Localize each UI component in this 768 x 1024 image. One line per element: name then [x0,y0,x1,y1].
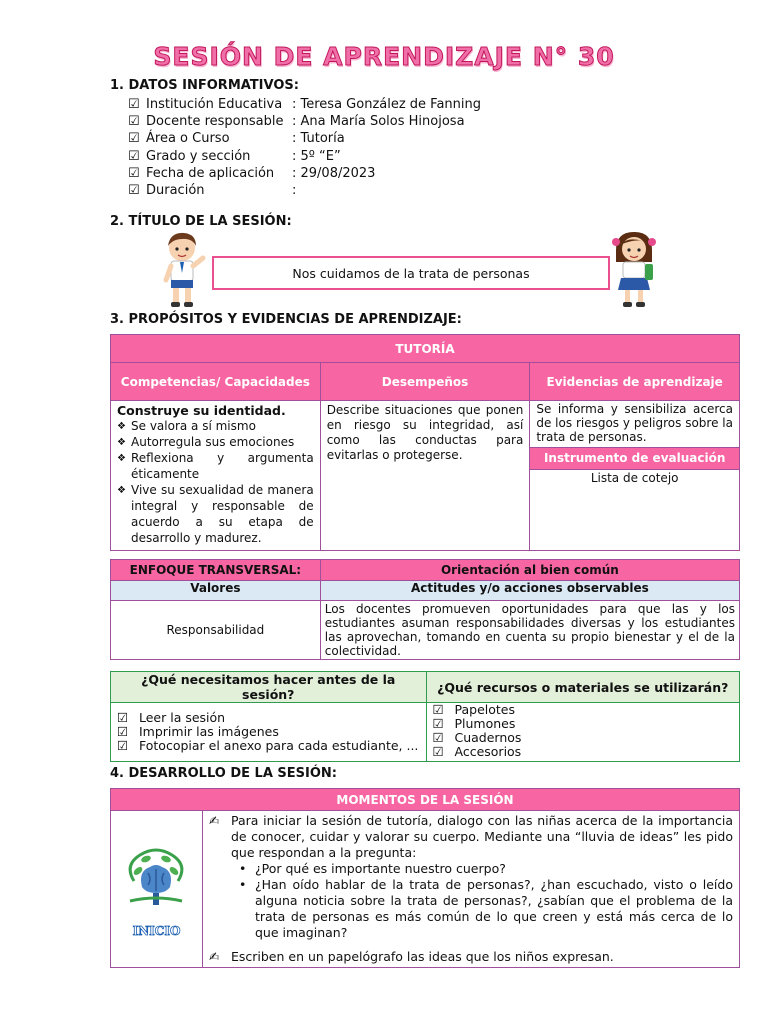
section-heading-informative-data: 1. DATOS INFORMATIVOS: [110,78,299,93]
info-label: Institución Educativa [146,97,283,112]
moment-inicio-cell [111,811,203,968]
competences-cell [111,401,321,551]
checkbox-icon: ☑ [117,724,129,739]
checkbox-icon: ☑ [432,702,444,717]
checkbox-icon: ☑ [117,738,129,753]
info-label: Docente responsable [146,114,284,130]
checkbox-icon: ☑ [128,183,140,199]
before-session-cell [111,703,427,762]
questions-list [209,861,733,941]
info-row [128,96,481,113]
informative-data-list [128,96,481,199]
transversal-approach-table [110,559,740,660]
info-value: : Teresa González de Fanning [292,97,482,112]
question-item: • ¿Han oído hablar de la trata de personas?, ¿han escuchado, visto o leído alguna noticia sobre la trata de personas?, ¿sabían que el problema de la trata de personas es más común de lo que creen y está más cerca de lo que imaginan? [231,877,733,941]
checkbox-icon: ☑ [432,744,444,759]
instrument-cell: Lista de cotejo [530,470,740,551]
purposes-table [110,334,740,551]
approach-name: Orientación al bien común [320,560,739,581]
checkbox-icon: ☑ [432,716,444,731]
area-header: TUTORÍA [111,335,740,363]
approach-label: ENFOQUE TRANSVERSAL: [111,560,321,581]
moments-header: MOMENTOS DE LA SESIÓN [111,789,740,811]
list-item: ☑ Cuadernos [432,730,522,745]
paragraph-item: ✍ Para iniciar la sesión de tutoría, dialogo con las niñas acerca de la importancia de conocer, cuidar y valorar su cuerpo. Mediante una “lluvia de ideas” les pido que respondan a la pregunta: [208,813,733,860]
performance-cell: Describe situaciones que ponen en riesgo su integridad, así como las conductas para evitarlas o protegerse. [320,401,530,551]
info-label: Duración [146,183,205,199]
list-item: ☑ Accesorios [432,744,522,759]
session-title-box: Nos cuidamos de la trata de personas [212,256,610,290]
resources-cell [426,703,740,762]
capacities-list [117,418,314,546]
checkbox-icon: ☑ [128,165,140,181]
info-row [128,182,481,199]
boy-illustration [158,228,210,310]
competence-name: Construye su identidad. [117,403,286,418]
info-value: : 29/08/2023 [292,165,376,181]
preparation-table [110,671,740,762]
checkbox-icon: ☑ [117,710,129,725]
list-item: ☑ Leer la sesión [117,710,226,725]
header-evidences: Evidencias de aprendizaje [530,363,740,401]
list-item: ☑ Fotocopiar el anexo para cada estudiante, ... [117,738,419,753]
capacity-item: ❖ Vive su sexualidad de manera integral y responsable de acuerdo a su etapa de desarrollo y madurez. [117,482,314,546]
actions-header: Actitudes y/o acciones observables [320,581,739,601]
section-heading-session-title: 2. TÍTULO DE LA SESIÓN: [110,214,292,229]
paragraph-item: ✍ Escriben en un papelógrafo las ideas que los niños expresan. [208,949,614,964]
capacity-item: ❖ Autorregula sus emociones [117,434,314,450]
value-cell: Responsabilidad [111,601,321,660]
section-heading-purposes: 3. PROPÓSITOS Y EVIDENCIAS DE APRENDIZAJE: [110,312,462,327]
checkbox-icon: ☑ [128,148,140,164]
info-value: : [292,183,297,199]
info-row [128,130,481,147]
info-label: Área o Curso [146,131,230,147]
values-header: Valores [111,581,321,601]
page-title: SESIÓN DE APRENDIZAJE N° 30 [153,42,615,71]
development-table [110,788,740,968]
header-performances: Desempeños [320,363,530,401]
resources-header: ¿Qué recursos o materiales se utilizarán? [426,672,740,703]
info-value: : Ana María Solos Hinojosa [292,114,465,130]
list-item: ☑ Plumones [432,716,516,731]
brain-tree-logo-icon [116,841,196,931]
pen-icon: ✍ [208,813,220,828]
section-heading-development: 4. DESARROLLO DE LA SESIÓN: [110,766,337,781]
action-cell: Los docentes promueven oportunidades para que las y los estudiantes asuman responsabilidades diversas y los estudiantes las aprovechan, tomando en cuenta su propio bienestar y el de la colectividad. [320,601,739,660]
header-competences: Competencias/ Capacidades [111,363,321,401]
capacity-item: ❖ Reflexiona y argumenta éticamente [117,450,314,482]
pen-icon: ✍ [208,949,220,964]
evidence-cell: Se informa y sensibiliza acerca de los riesgos y peligros sobre la trata de personas. [530,401,740,448]
instrument-header: Instrumento de evaluación [530,447,740,470]
checkbox-icon: ☑ [432,730,444,745]
checkbox-icon: ☑ [128,97,140,112]
moment-inicio-content [202,811,739,968]
girl-illustration [608,228,660,310]
question-item: • ¿Por qué es importante nuestro cuerpo? [231,861,733,877]
before-session-header: ¿Qué necesitamos hacer antes de la sesión? [111,672,427,703]
info-label: Grado y sección [146,148,251,164]
checkbox-icon: ☑ [128,114,140,130]
list-item: ☑ Papelotes [432,702,515,717]
info-row [128,148,481,165]
info-row [128,165,481,182]
info-value: : Tutoría [292,131,345,147]
capacity-item: ❖ Se valora a sí mismo [117,418,314,434]
checkbox-icon: ☑ [128,131,140,147]
info-row [128,113,481,130]
info-value: : 5º “E” [292,148,341,164]
list-item: ☑ Imprimir las imágenes [117,724,279,739]
info-label: Fecha de aplicación [146,165,275,181]
moment-label: INICIO [132,923,181,938]
